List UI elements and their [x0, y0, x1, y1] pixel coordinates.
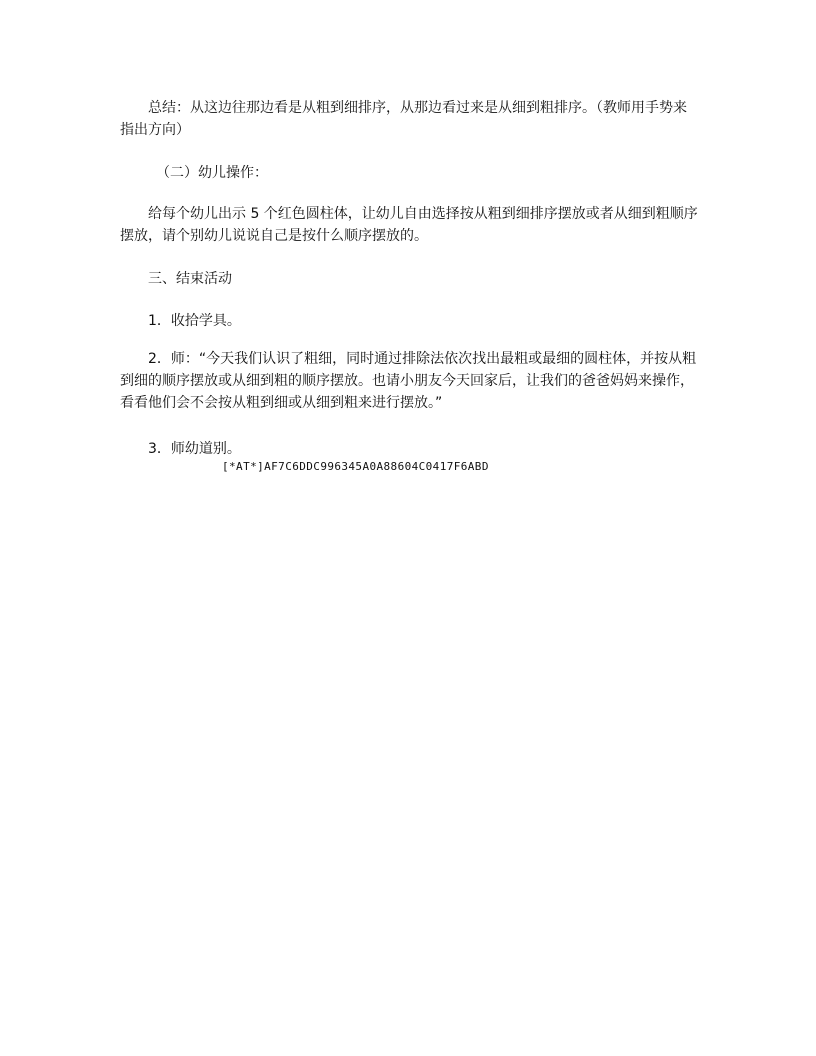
list-item-1: 1．收拾学具。	[148, 313, 241, 329]
document-id-code: [*AT*]AF7C6DDC996345A0A88604C0417F6ABD	[222, 460, 489, 473]
summary-paragraph: 总结：从这边往那边看是从粗到细排序，从那边看过来是从细到粗排序。（教师用手势来指出方向）	[120, 100, 687, 138]
list-item-2: 2．师：“今天我们认识了粗细，同时通过排除法依次找出最粗或最细的圆柱体，并按从粗到细的顺序摆放或从细到粗的顺序摆放。也请小朋友今天回家后，让我们的爸爸妈妈来操作，看看他们会不会按从粗到细或从细到粗来进行摆放。”	[120, 351, 697, 411]
list-item-3: 3．师幼道别。	[148, 441, 241, 457]
section-heading-end-activity: 三、结束活动	[148, 271, 232, 287]
section-heading-child-operation: （二）幼儿操作：	[156, 165, 268, 181]
child-operation-paragraph: 给每个幼儿出示 5 个红色圆柱体，让幼儿自由选择按从粗到细排序摆放或者从细到粗顺序摆放，请个别幼儿说说自己是按什么顺序摆放的。	[120, 206, 698, 244]
